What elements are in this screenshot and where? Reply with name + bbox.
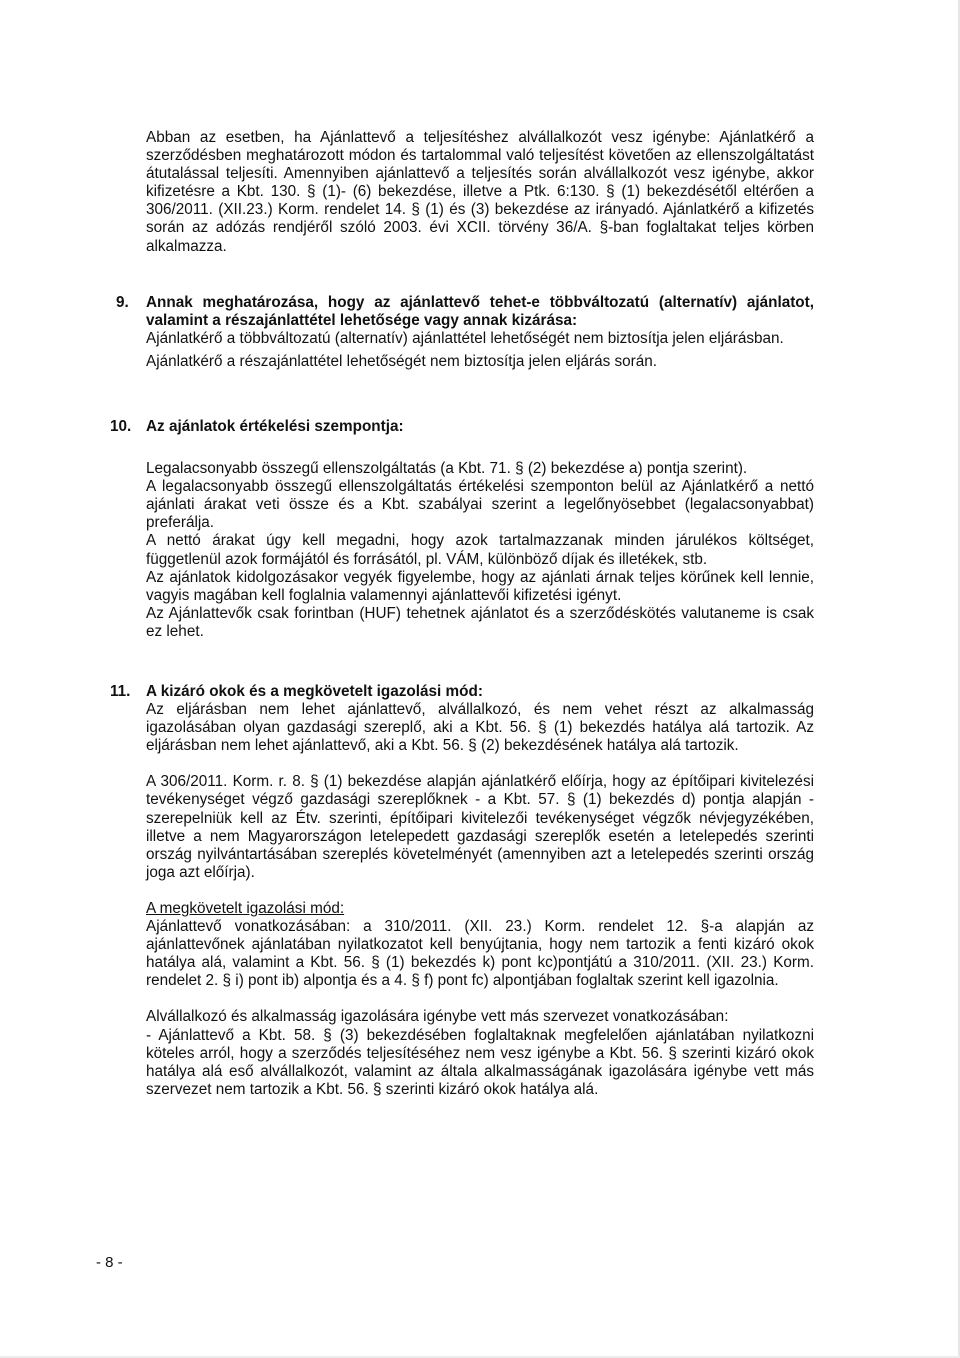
section-9-number: 9. — [116, 294, 129, 311]
section-10-title: Az ajánlatok értékelési szempontja: — [146, 418, 404, 435]
section-10-paragraph-4: Az ajánlatok kidolgozásakor vegyék figyelembe, hogy az ajánlati árnak teljes körűnek kell lennie, vagyis magában kell foglalnia valamennyi ajánlattevői kifizetési igényt. — [146, 568, 814, 604]
subcontractor-intro: Alvállalkozó és alkalmasság igazolására igénybe vett más szervezet vonatkozásában: — [146, 1008, 729, 1026]
section-11-number: 11. — [110, 683, 131, 700]
intro-paragraph: Abban az esetben, ha Ajánlattevő a teljesítéshez alvállalkozót vesz igénybe: Ajánlatkérő a szerződésben meghatározott módon és tartalommal való teljesítést követően az ellenszolgáltatást átutalással teljesíti. Amennyiben ajánlattevő a teljesítés során alvállalkozót vesz igénybe, akkor kifizetésre a Kbt. 130. § (1)- (6) bekezdése, illetve a Ptk. 6:130. § (1) bekezdésétől eltérően a 306/2011. (XII.23.) Korm. rendelet 14. § (1) és (3) bekezdése az irányadó. Ajánlatkérő a kifizetés során az adózás rendjéről szóló 2003. évi XCII. törvény 36/A. §-ban foglaltakat teljes körben alkalmazza. — [146, 129, 814, 255]
section-9-paragraph-1: Ajánlatkérő a többváltozatú (alternatív) ajánlattétel lehetőségét nem biztosítja jelen eljárásban. — [146, 330, 784, 348]
section-9-title: Annak meghatározása, hogy az ajánlattevő tehet-e többváltozatú (alternatív) ajánlatot, valamint a részajánlattétel lehetősége vagy annak kizárása: — [146, 294, 814, 330]
section-10-paragraph-1: Legalacsonyabb összegű ellenszolgáltatás (a Kbt. 71. § (2) bekezdése a) pontja szerint). — [146, 460, 748, 478]
section-10 — [146, 418, 814, 641]
proof-subheading: A megkövetelt igazolási mód: — [146, 899, 345, 917]
section-11-title: A kizáró okok és a megkövetelt igazolási mód: — [146, 683, 483, 700]
section-11-paragraph-2: A 306/2011. Korm. r. 8. § (1) bekezdése alapján ajánlatkérő előírja, hogy az építőipari kivitelezési tevékenységet végző gazdasági szereplőknek - a Kbt. 57. § (1) bekezdés d) pontja alapján - szerepelniük kell az Étv. szerinti, építőipari kivitelezői tevékenységet végzők névjegyzékében, illetve a nem Magyarországon letelepedett gazdasági szereplők esetén a letelepedés szerinti ország nyilvántartásában szereplés követelményét (amennyiben azt a letelepedés szerinti ország joga azt előírja). — [146, 773, 814, 881]
proof-paragraph: Ajánlattevő vonatkozásában: a 310/2011. (XII. 23.) Korm. rendelet 12. §-a alapján az ajánlattevőnek ajánlatában nyilatkozatot kell benyújtania, hogy nem tartozik a fenti kizáró okok hatálya alá, valamint a Kbt. 56. § (1) bekezdés k) pont kc)pontjátú a 310/2011. (XII. 23.) Korm. rendelet 2. § i) pont ib) alpontja és a 4. § f) pont fc) alpontjában foglaltak szerint kell igazolnia. — [146, 918, 814, 990]
section-10-paragraph-3: A nettó árakat úgy kell megadni, hogy azok tartalmazzanak minden járulékos költséget, függetlenül azok formájától és forrásától, pl. VÁM, különböző díjak és illetékek, stb. — [146, 532, 814, 568]
section-11-paragraph-1: Az eljárásban nem lehet ajánlattevő, alvállalkozó, és nem vehet részt az alkalmasság igazolásában olyan gazdasági szereplő, aki a Kbt. 56. § (1) bekezdés hatálya alá tartozik. Az eljárásban nem lehet ajánlattevő, aki a Kbt. 56. § (2) bekezdésének hatálya alá tartozik. — [146, 701, 814, 755]
page-number: - 8 - — [96, 1254, 123, 1271]
section-10-paragraph-5: Az Ajánlattevők csak forintban (HUF) tehetnek ajánlatot és a szerződéskötés valutaneme is csak ez lehet. — [146, 604, 814, 640]
section-9-paragraph-2: Ajánlatkérő a részajánlattétel lehetőségét nem biztosítja jelen eljárás során. — [146, 353, 658, 371]
section-10-paragraph-2: A legalacsonyabb összegű ellenszolgáltatás értékelési szemponton belül az Ajánlatkérő a nettó ajánlati árakat veti össze és a Kbt. szabályai szerint a legelőnyösebbet (legalacsonyabbat) preferálja. — [146, 478, 814, 532]
subcontractor-item: - Ajánlattevő a Kbt. 58. § (3) bekezdésében foglaltaknak megfelelően ajánlatában nyilatkozni köteles arról, hogy a szerződés teljesítéséhez nem vesz igénybe a Kbt. 56. § szerinti kizáró okok hatálya alá eső alvállalkozót, valamint az általa alkalmasságának igazolására igénybe vett más szervezet nem tartozik a Kbt. 56. § szerinti kizáró okok hatálya alá. — [146, 1026, 814, 1098]
section-10-number: 10. — [110, 418, 132, 435]
section-9 — [146, 294, 814, 371]
section-11 — [146, 683, 814, 1099]
intro-section — [146, 129, 814, 256]
